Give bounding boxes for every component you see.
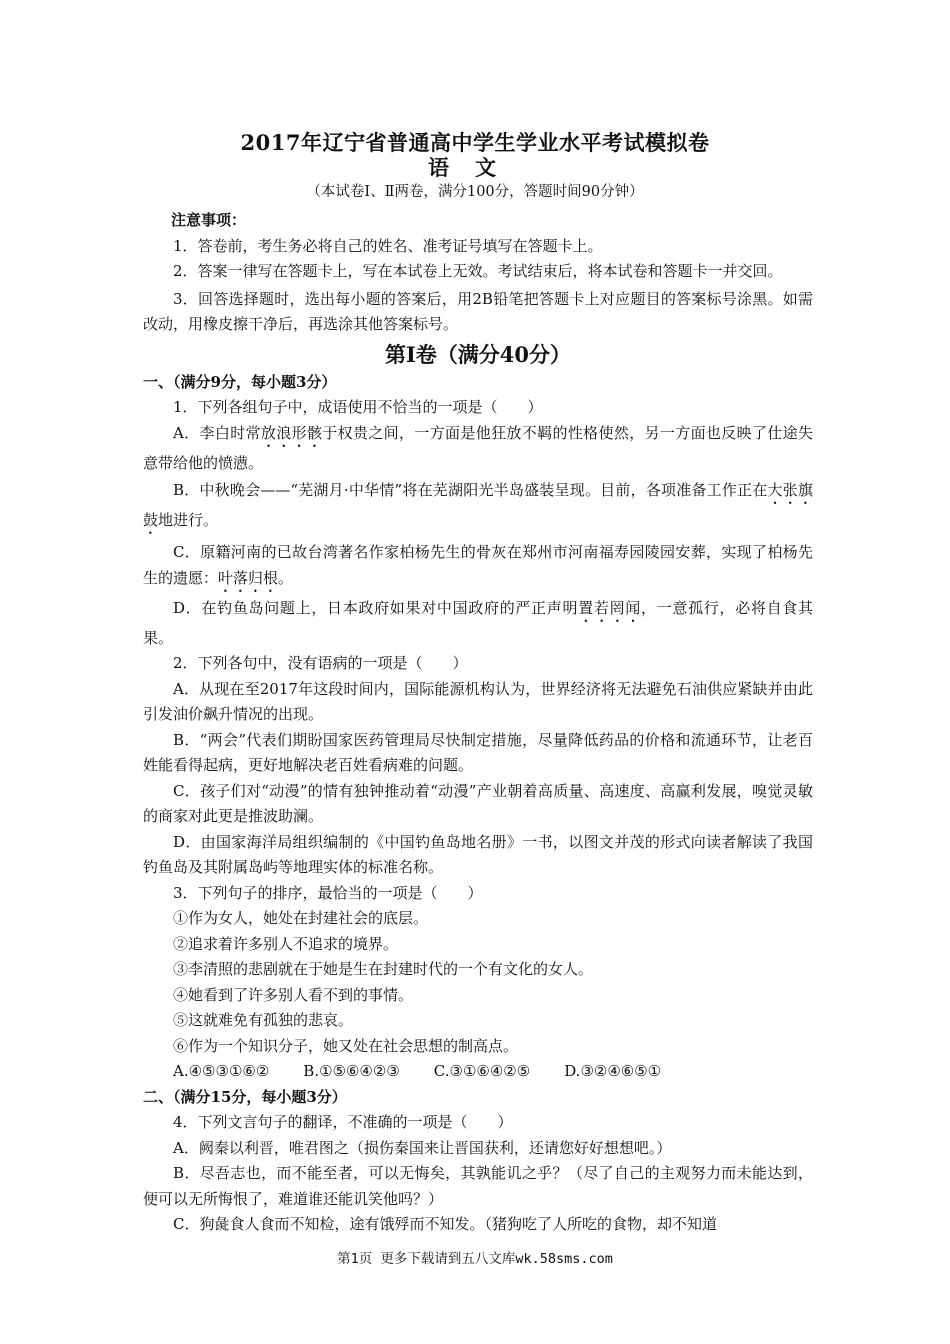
q3-item: ⑥作为一个知识分子，她又处在社会思想的制高点。 (173, 1036, 519, 1055)
q2-option-d: D．由国家海洋局组织编制的《中国钓鱼岛地名册》一书，以图文并茂的形式向读者解读了我国钓鱼岛及其附属岛屿等地理实体的标准名称。 (143, 832, 813, 876)
note-item-3: 3．回答选择题时，选出每小题的答案后，用2B铅笔把答题卡上对应题目的答案标号涂黑。如需改动，用橡皮擦干净后，再选涂其他答案标号。 (143, 289, 813, 333)
q1-option-a: A．李白时常放浪形骸于权贵之间，一方面是他狂放不羁的性格使然，另一方面也反映了仕途失意带给他的愤懑。 (143, 423, 813, 472)
q3-item: ②追求着许多别人不追求的境界。 (173, 934, 399, 953)
note-item-2: 2．答案一律写在答题卡上，写在本试卷上无效。考试结束后，将本试卷和答题卡一并交回。 (173, 262, 783, 280)
q3-item: ③李清照的悲剧就在于她是生在封建时代的一个有文化的女人。 (173, 960, 594, 978)
q2-option-c: C．孩子们对“动漫”的情有独钟推动着“动漫”产业朝着高质量、高速度、高赢利发展，嗅觉灵敏的商家对此更是推波助澜。 (143, 781, 813, 825)
q1-option-b: B．中秋晚会——“芜湖月·中华情”将在芜湖阳光半岛盛装呈现。目前，各项准备工作正在大张旗鼓地进行。 (143, 481, 813, 529)
q3-options (173, 1059, 813, 1085)
q2-stem: 2．下列各句中，没有语病的一项是（ ） (173, 654, 468, 672)
q3-option-a: A.④⑤③①⑥② (173, 1062, 270, 1080)
idiom-marked: 放浪形骸 (260, 423, 323, 442)
q3-option-b: B.①⑤⑥④②③ (303, 1062, 400, 1080)
subject-title: 语文 (428, 155, 522, 180)
note-item-1: 1．答卷前，考生务必将自己的姓名、准考证号填写在答题卡上。 (173, 236, 603, 255)
q2-option-a: A．从现在至2017年这段时间内，国际能源机构认为，世界经济将无法避免石油供应紧缺并由此引发油价飙升情况的出现。 (143, 679, 813, 723)
q3-option-d: D.③②④⑥⑤① (564, 1062, 662, 1080)
exam-subtitle: （本试卷Ⅰ、Ⅱ两卷，满分100分，答题时间90分钟） (306, 184, 644, 200)
section-2-heading: 二、（满分15分，每小题3分） (143, 1087, 347, 1106)
section-1-heading: 一、（满分9分，每小题3分） (143, 372, 337, 391)
q3-item: ④她看到了许多别人看不到的事情。 (173, 985, 414, 1004)
exam-title: 2017年辽宁省普通高中学生学业水平考试模拟卷 (240, 130, 710, 155)
volume-1-title: 第Ⅰ卷（满分40分） (384, 341, 572, 367)
q4-stem: 4．下列文言句子的翻译，不准确的一项是（ ） (173, 1113, 513, 1131)
idiom-marked: 大张旗鼓 (143, 481, 813, 529)
notes-heading: 注意事项： (171, 211, 247, 229)
q3-item: ⑤这就难免有孤独的悲哀。 (173, 1011, 354, 1029)
q3-option-c: C.③①⑥④②⑤ (433, 1062, 531, 1080)
exam-content (143, 206, 813, 1238)
idiom-marked: 叶落归根 (218, 568, 279, 587)
q2-option-b: B．“两会”代表们期盼国家医药管理局尽快制定措施，尽量降低药品的价格和流通环节，让老百姓能看得起病，更好地解决老百姓看病难的问题。 (143, 730, 813, 774)
q1-option-c: C．原籍河南的已故台湾著名作家柏杨先生的骨灰在郑州市河南福寿园陵园安葬，实现了柏杨先生的遗愿：叶落归根。 (143, 543, 813, 587)
page-footer: 第1页 更多下载请到五八文库wk.58sms.com (337, 1251, 613, 1267)
q1-stem: 1．下列各组句子中，成语使用不恰当的一项是（ ） (173, 398, 543, 416)
q4-option-c: C．狗彘食人食而不知检，途有饿殍而不知发。（猪狗吃了人所吃的食物，却不知道 (173, 1215, 717, 1233)
q4-option-b: B．尽吾志也，而不能至者，可以无悔矣，其孰能讥之乎？（尽了自己的主观努力而未能达到，便可以无所悔恨了，难道谁还能讥笑他吗？） (143, 1164, 813, 1208)
q3-item: ①作为女人，她处在封建社会的底层。 (173, 909, 429, 927)
q4-option-a: A．阙秦以利晋，唯君图之（损伤秦国来让晋国获利，还请您好好想想吧。） (173, 1138, 672, 1157)
q3-stem: 3．下列句子的排序，最恰当的一项是（ ） (173, 883, 483, 902)
idiom-marked: 置若罔闻 (578, 598, 641, 617)
q1-option-d: D．在钓鱼岛问题上，日本政府如果对中国政府的严正声明置若罔闻，一意孤行，必将自食其果。 (143, 598, 813, 647)
